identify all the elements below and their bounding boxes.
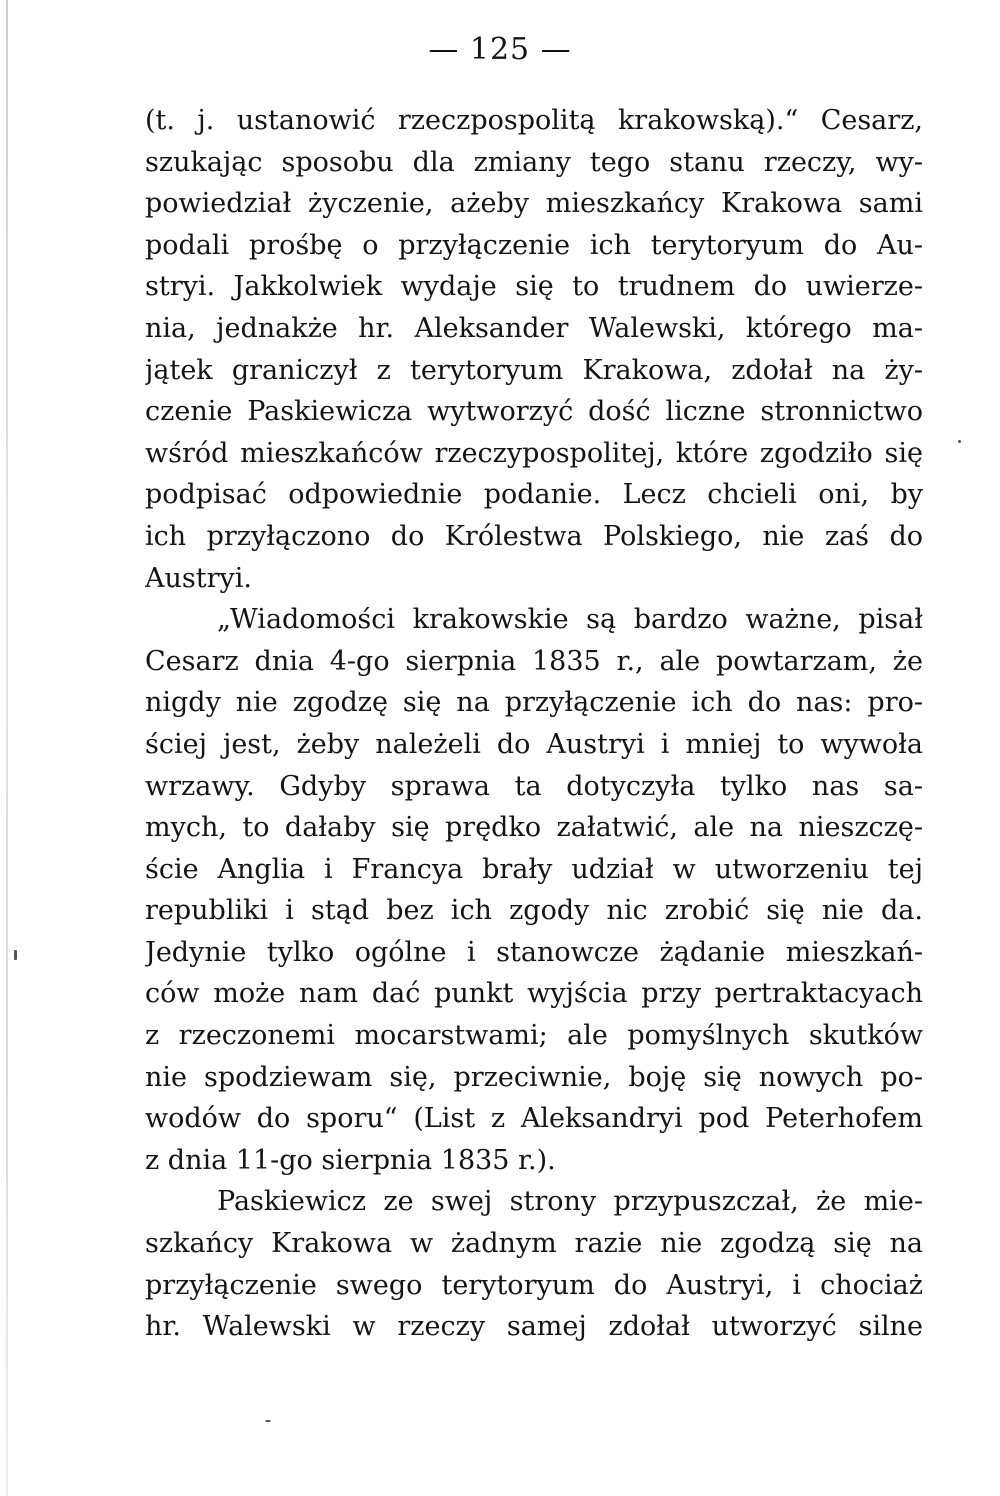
text-line: hr. Walewski w rzeczy samej zdołał utworzyć silne [145, 1311, 923, 1343]
text-line: Cesarz dnia 4-go sierpnia 1835 r., ale powtarzam, że [145, 645, 923, 677]
print-speck [958, 440, 961, 443]
text-line: „Wiadomości krakowskie są bardzo ważne, pisał [217, 604, 923, 636]
text-line: przyłączenie swego terytoryum do Austryi, i chociaż [145, 1269, 923, 1301]
text-line: szkańcy Krakowa w żadnym razie nie zgodzą się na [145, 1228, 923, 1260]
text-line: Austryi. [145, 562, 252, 594]
text-line: jątek graniczył z terytoryum Krakowa, zdołał na ży- [145, 354, 923, 386]
text-line: z dnia 11-go sierpnia 1835 r.). [145, 1144, 556, 1176]
text-line: wśród mieszkańców rzeczypospolitej, które zgodziło się [145, 437, 923, 469]
text-line: nia, jednakże hr. Aleksander Walewski, którego ma- [145, 312, 923, 344]
text-line: ście Anglia i Francya brały udział w utworzeniu tej [145, 853, 923, 885]
text-line: podpisać odpowiednie podanie. Lecz chcieli oni, by [145, 479, 923, 511]
text-line: wrzawy. Gdyby sprawa ta dotyczyła tylko nas sa- [145, 770, 923, 802]
text-line: podali prośbę o przyłączenie ich terytoryum do Au- [145, 229, 923, 261]
text-line: powiedział życzenie, ażeby mieszkańcy Krakowa sami [145, 188, 923, 220]
text-line: nigdy nie zgodzę się na przyłączenie ich do nas: pro- [145, 687, 923, 719]
print-speck [14, 950, 17, 960]
text-line: ściej jest, żeby należeli do Austryi i mniej to wywoła [145, 728, 923, 760]
text-line: szukając sposobu dla zmiany tego stanu rzeczy, wy- [145, 146, 923, 178]
text-line: (t. j. ustanowić rzeczpospolitą krakowską).“ Cesarz, [145, 105, 923, 136]
text-line: ich przyłączono do Królestwa Polskiego, nie zaś do [145, 520, 923, 552]
body-text [145, 100, 923, 1348]
text-line: republiki i stąd bez ich zgody nic zrobić się nie da. [145, 895, 923, 927]
print-speck [265, 1420, 271, 1422]
text-line: stryi. Jakkolwiek wydaje się to trudnem do uwierze- [145, 271, 923, 303]
text-line: Jedynie tylko ogólne i stanowcze żądanie mieszkań- [145, 936, 923, 968]
page-number: — 125 — [428, 32, 572, 67]
text-line: nie spodziewam się, przeciwnie, boję się nowych po- [145, 1061, 923, 1093]
text-line: czenie Paskiewicza wytworzyć dość liczne stronnictwo [145, 396, 923, 428]
binding-edge [6, 0, 8, 1496]
text-line: ców może nam dać punkt wyjścia przy pertraktacyach [145, 978, 923, 1010]
text-line: Paskiewicz ze swej strony przypuszczał, że mie- [217, 1186, 923, 1218]
text-line: z rzeczonemi mocarstwami; ale pomyślnych skutków [145, 1020, 923, 1052]
text-line: wodów do sporu“ (List z Aleksandryi pod Peterhofem [145, 1103, 923, 1135]
text-line: mych, to dałaby się prędko załatwić, ale na nieszczę- [145, 812, 923, 844]
